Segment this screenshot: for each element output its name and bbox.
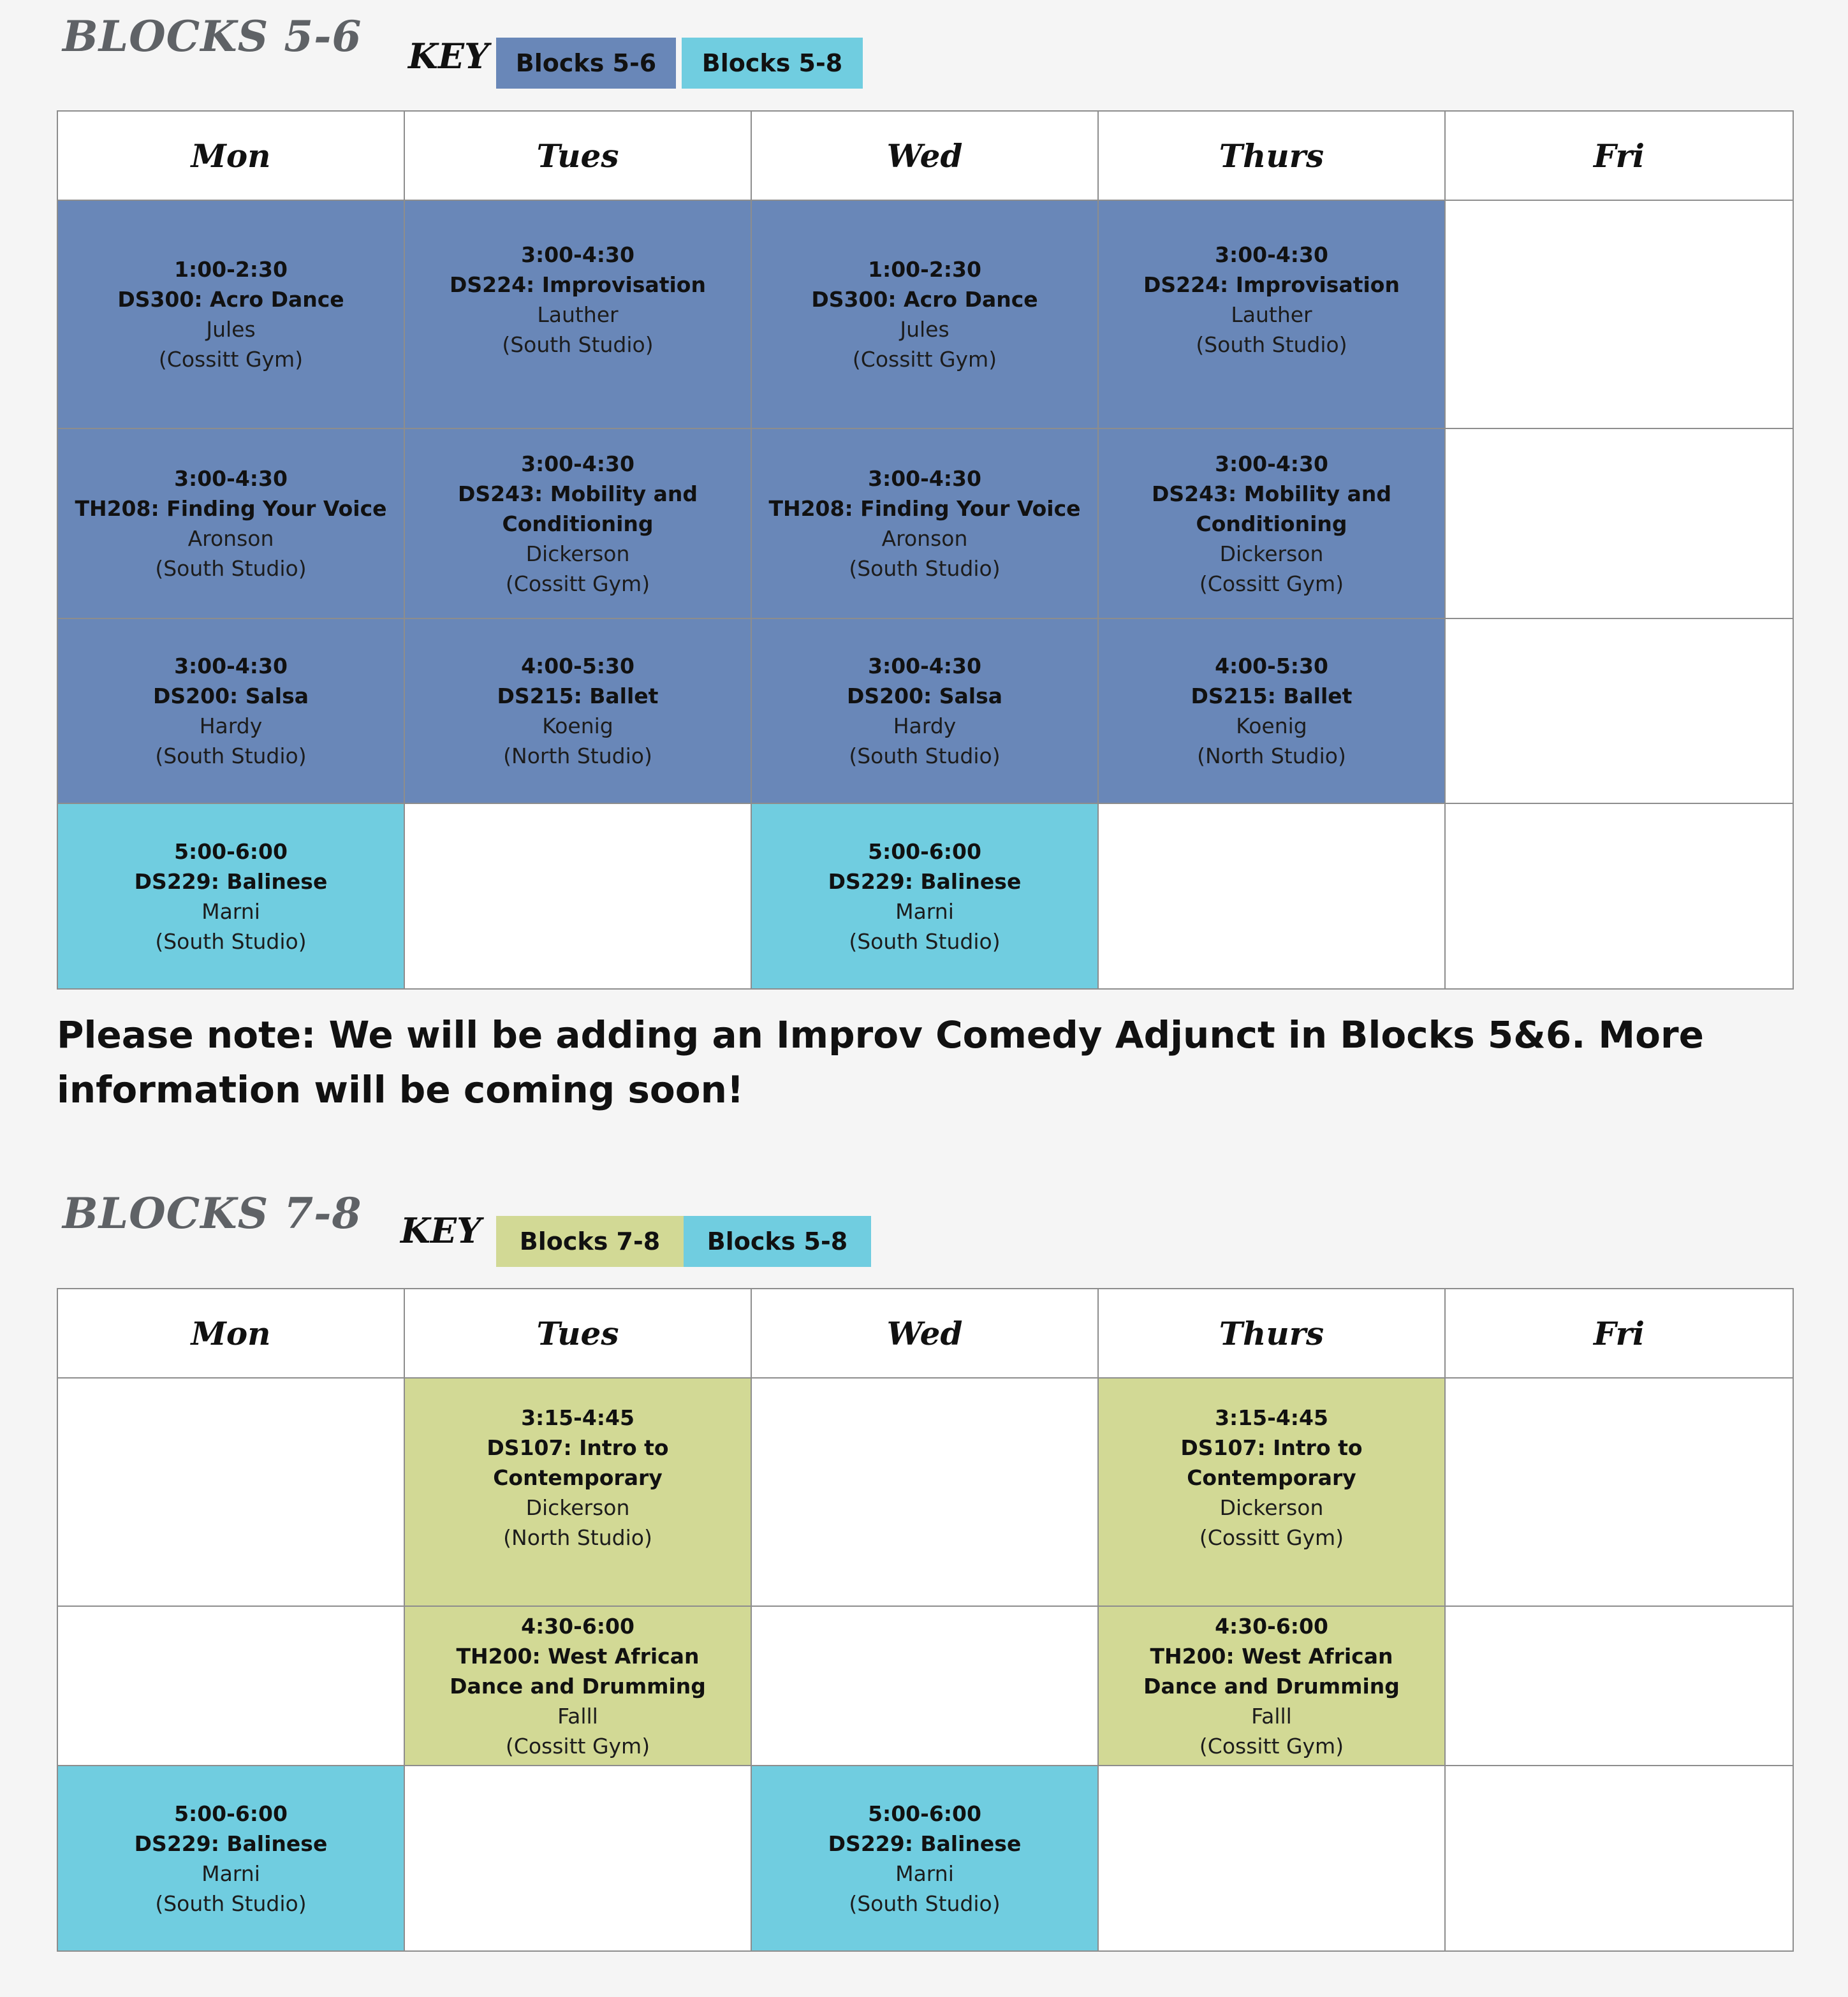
class-cell bbox=[1098, 428, 1445, 618]
empty-cell bbox=[57, 1378, 404, 1606]
class-time: 4:00-5:30 bbox=[521, 654, 634, 678]
class-cell bbox=[404, 618, 751, 803]
day-header-mon: Mon bbox=[57, 111, 404, 200]
class-course: DS200: Salsa bbox=[847, 684, 1002, 708]
section1-key-blocks-5-6: Blocks 5-6 bbox=[496, 38, 676, 89]
class-course: DS107: Intro to Contemporary bbox=[1180, 1435, 1363, 1490]
class-room: (South Studio) bbox=[849, 928, 1001, 954]
class-course: TH200: West African Dance and Drumming bbox=[450, 1643, 706, 1699]
section2-schedule-table bbox=[57, 1288, 1794, 1952]
section2-key-label: KEY bbox=[400, 1210, 481, 1251]
section2-title: BLOCKS 7-8 bbox=[62, 1189, 362, 1238]
class-time: 3:00-4:30 bbox=[174, 654, 288, 678]
day-header-fri: Fri bbox=[1445, 1289, 1793, 1378]
class-instructor: Falll bbox=[1251, 1703, 1292, 1729]
class-cell bbox=[57, 1766, 404, 1951]
day-header-wed: Wed bbox=[751, 111, 1098, 200]
class-course: DS215: Ballet bbox=[497, 684, 659, 708]
empty-cell bbox=[1445, 1378, 1793, 1606]
section1-title: BLOCKS 5-6 bbox=[62, 11, 362, 61]
class-instructor: Dickerson bbox=[1219, 541, 1324, 566]
class-room: (North Studio) bbox=[1197, 743, 1346, 768]
class-room: (Cossitt Gym) bbox=[505, 571, 650, 596]
class-cell bbox=[404, 1606, 751, 1766]
day-header-tues: Tues bbox=[404, 111, 751, 200]
class-instructor: Hardy bbox=[199, 713, 263, 738]
class-time: 4:00-5:30 bbox=[1215, 654, 1328, 678]
class-instructor: Aronson bbox=[881, 526, 968, 551]
class-course: TH208: Finding Your Voice bbox=[75, 496, 387, 521]
class-room: (Cossitt Gym) bbox=[852, 347, 997, 372]
class-course: DS300: Acro Dance bbox=[811, 287, 1038, 312]
class-course: DS107: Intro to Contemporary bbox=[487, 1435, 669, 1490]
class-time: 3:00-4:30 bbox=[868, 466, 981, 491]
class-room: (South Studio) bbox=[502, 332, 654, 357]
class-room: (Cossitt Gym) bbox=[1199, 1733, 1344, 1759]
class-cell bbox=[751, 618, 1098, 803]
empty-cell bbox=[1445, 803, 1793, 989]
class-cell bbox=[751, 200, 1098, 428]
class-room: (South Studio) bbox=[155, 743, 307, 768]
class-instructor: Aronson bbox=[187, 526, 274, 551]
section2-key-blocks-5-8: Blocks 5-8 bbox=[684, 1216, 871, 1267]
class-instructor: Jules bbox=[900, 317, 950, 342]
table-row bbox=[57, 618, 1793, 803]
class-time: 4:30-6:00 bbox=[1215, 1613, 1328, 1639]
class-course: DS229: Balinese bbox=[134, 868, 328, 894]
class-time: 1:00-2:30 bbox=[868, 257, 981, 282]
class-time: 3:15-4:45 bbox=[521, 1405, 634, 1430]
table-row bbox=[57, 1378, 1793, 1606]
announcement-note: Please note: We will be adding an Improv Comedy Adjunct in Blocks 5&6. More information will be coming soon! bbox=[57, 1013, 1704, 1111]
class-course: DS243: Mobility and Conditioning bbox=[1152, 481, 1391, 536]
class-time: 5:00-6:00 bbox=[868, 838, 981, 864]
day-header-fri: Fri bbox=[1445, 111, 1793, 200]
empty-cell bbox=[1098, 803, 1445, 989]
table-row bbox=[57, 1606, 1793, 1766]
class-cell bbox=[404, 200, 751, 428]
table-row bbox=[57, 1766, 1793, 1951]
class-course: DS224: Improvisation bbox=[1143, 272, 1400, 297]
class-room: (North Studio) bbox=[503, 1525, 652, 1550]
table-header-row bbox=[57, 1289, 1793, 1378]
class-cell bbox=[404, 428, 751, 618]
class-cell bbox=[57, 803, 404, 989]
class-course: DS229: Balinese bbox=[134, 1831, 328, 1856]
class-instructor: Marni bbox=[895, 1861, 954, 1886]
empty-cell bbox=[57, 1606, 404, 1766]
class-course: TH208: Finding Your Voice bbox=[768, 496, 1081, 521]
class-instructor: Dickerson bbox=[525, 541, 630, 566]
empty-cell bbox=[404, 803, 751, 989]
class-course: DS300: Acro Dance bbox=[117, 287, 344, 312]
class-cell bbox=[57, 428, 404, 618]
class-instructor: Marni bbox=[202, 898, 260, 924]
empty-cell bbox=[1445, 428, 1793, 618]
class-cell bbox=[1098, 200, 1445, 428]
class-room: (South Studio) bbox=[849, 743, 1001, 768]
class-instructor: Falll bbox=[557, 1703, 598, 1729]
table-row bbox=[57, 803, 1793, 989]
day-header-thurs: Thurs bbox=[1098, 111, 1445, 200]
class-cell bbox=[57, 618, 404, 803]
class-time: 4:30-6:00 bbox=[521, 1613, 634, 1639]
class-time: 3:00-4:30 bbox=[521, 242, 634, 267]
class-course: DS229: Balinese bbox=[828, 1831, 1022, 1856]
empty-cell bbox=[1445, 1606, 1793, 1766]
class-room: (South Studio) bbox=[155, 1891, 307, 1916]
class-room: (Cossitt Gym) bbox=[1199, 1525, 1344, 1550]
class-room: (South Studio) bbox=[1196, 332, 1347, 357]
class-time: 3:00-4:30 bbox=[1215, 242, 1328, 267]
class-course: DS215: Ballet bbox=[1191, 684, 1353, 708]
class-time: 1:00-2:30 bbox=[174, 257, 288, 282]
class-time: 3:00-4:30 bbox=[174, 466, 288, 491]
empty-cell bbox=[751, 1606, 1098, 1766]
class-course: DS243: Mobility and Conditioning bbox=[458, 481, 698, 536]
class-course: TH200: West African Dance and Drumming bbox=[1143, 1643, 1400, 1699]
class-time: 3:00-4:30 bbox=[868, 654, 981, 678]
class-instructor: Dickerson bbox=[1219, 1495, 1324, 1520]
class-instructor: Jules bbox=[206, 317, 256, 342]
section1-key-label: KEY bbox=[408, 36, 489, 77]
class-room: (South Studio) bbox=[849, 556, 1001, 581]
class-time: 3:15-4:45 bbox=[1215, 1405, 1328, 1430]
class-instructor: Koenig bbox=[1236, 713, 1307, 738]
class-instructor: Marni bbox=[202, 1861, 260, 1886]
class-cell bbox=[751, 428, 1098, 618]
class-instructor: Lauther bbox=[537, 302, 619, 327]
table-header-row bbox=[57, 111, 1793, 200]
section1-schedule-table bbox=[57, 110, 1794, 990]
class-cell bbox=[57, 200, 404, 428]
empty-cell bbox=[751, 1378, 1098, 1606]
class-cell bbox=[1098, 1378, 1445, 1606]
empty-cell bbox=[1098, 1766, 1445, 1951]
class-time: 5:00-6:00 bbox=[868, 1801, 981, 1826]
class-course: DS200: Salsa bbox=[153, 684, 309, 708]
day-header-wed: Wed bbox=[751, 1289, 1098, 1378]
day-header-thurs: Thurs bbox=[1098, 1289, 1445, 1378]
class-room: (South Studio) bbox=[155, 928, 307, 954]
class-room: (North Studio) bbox=[503, 743, 652, 768]
table-row bbox=[57, 200, 1793, 428]
class-room: (South Studio) bbox=[155, 556, 307, 581]
class-instructor: Hardy bbox=[893, 713, 957, 738]
day-header-mon: Mon bbox=[57, 1289, 404, 1378]
day-header-tues: Tues bbox=[404, 1289, 751, 1378]
class-cell bbox=[751, 1766, 1098, 1951]
empty-cell bbox=[404, 1766, 751, 1951]
class-time: 3:00-4:30 bbox=[1215, 451, 1328, 476]
class-cell bbox=[1098, 618, 1445, 803]
class-instructor: Koenig bbox=[542, 713, 613, 738]
class-course: DS229: Balinese bbox=[828, 868, 1022, 894]
class-instructor: Lauther bbox=[1231, 302, 1312, 327]
section1-key-blocks-5-8: Blocks 5-8 bbox=[682, 38, 863, 89]
empty-cell bbox=[1445, 200, 1793, 428]
class-room: (Cossitt Gym) bbox=[1199, 571, 1344, 596]
class-time: 5:00-6:00 bbox=[174, 838, 288, 864]
class-cell bbox=[1098, 1606, 1445, 1766]
class-instructor: Marni bbox=[895, 898, 954, 924]
class-time: 5:00-6:00 bbox=[174, 1801, 288, 1826]
class-time: 3:00-4:30 bbox=[521, 451, 634, 476]
class-room: (Cossitt Gym) bbox=[158, 347, 304, 372]
class-instructor: Dickerson bbox=[525, 1495, 630, 1520]
section2-key-blocks-7-8: Blocks 7-8 bbox=[496, 1216, 684, 1267]
class-room: (South Studio) bbox=[849, 1891, 1001, 1916]
empty-cell bbox=[1445, 618, 1793, 803]
class-cell bbox=[404, 1378, 751, 1606]
table-row bbox=[57, 428, 1793, 618]
class-room: (Cossitt Gym) bbox=[505, 1733, 650, 1759]
class-cell bbox=[751, 803, 1098, 989]
class-course: DS224: Improvisation bbox=[450, 272, 706, 297]
empty-cell bbox=[1445, 1766, 1793, 1951]
